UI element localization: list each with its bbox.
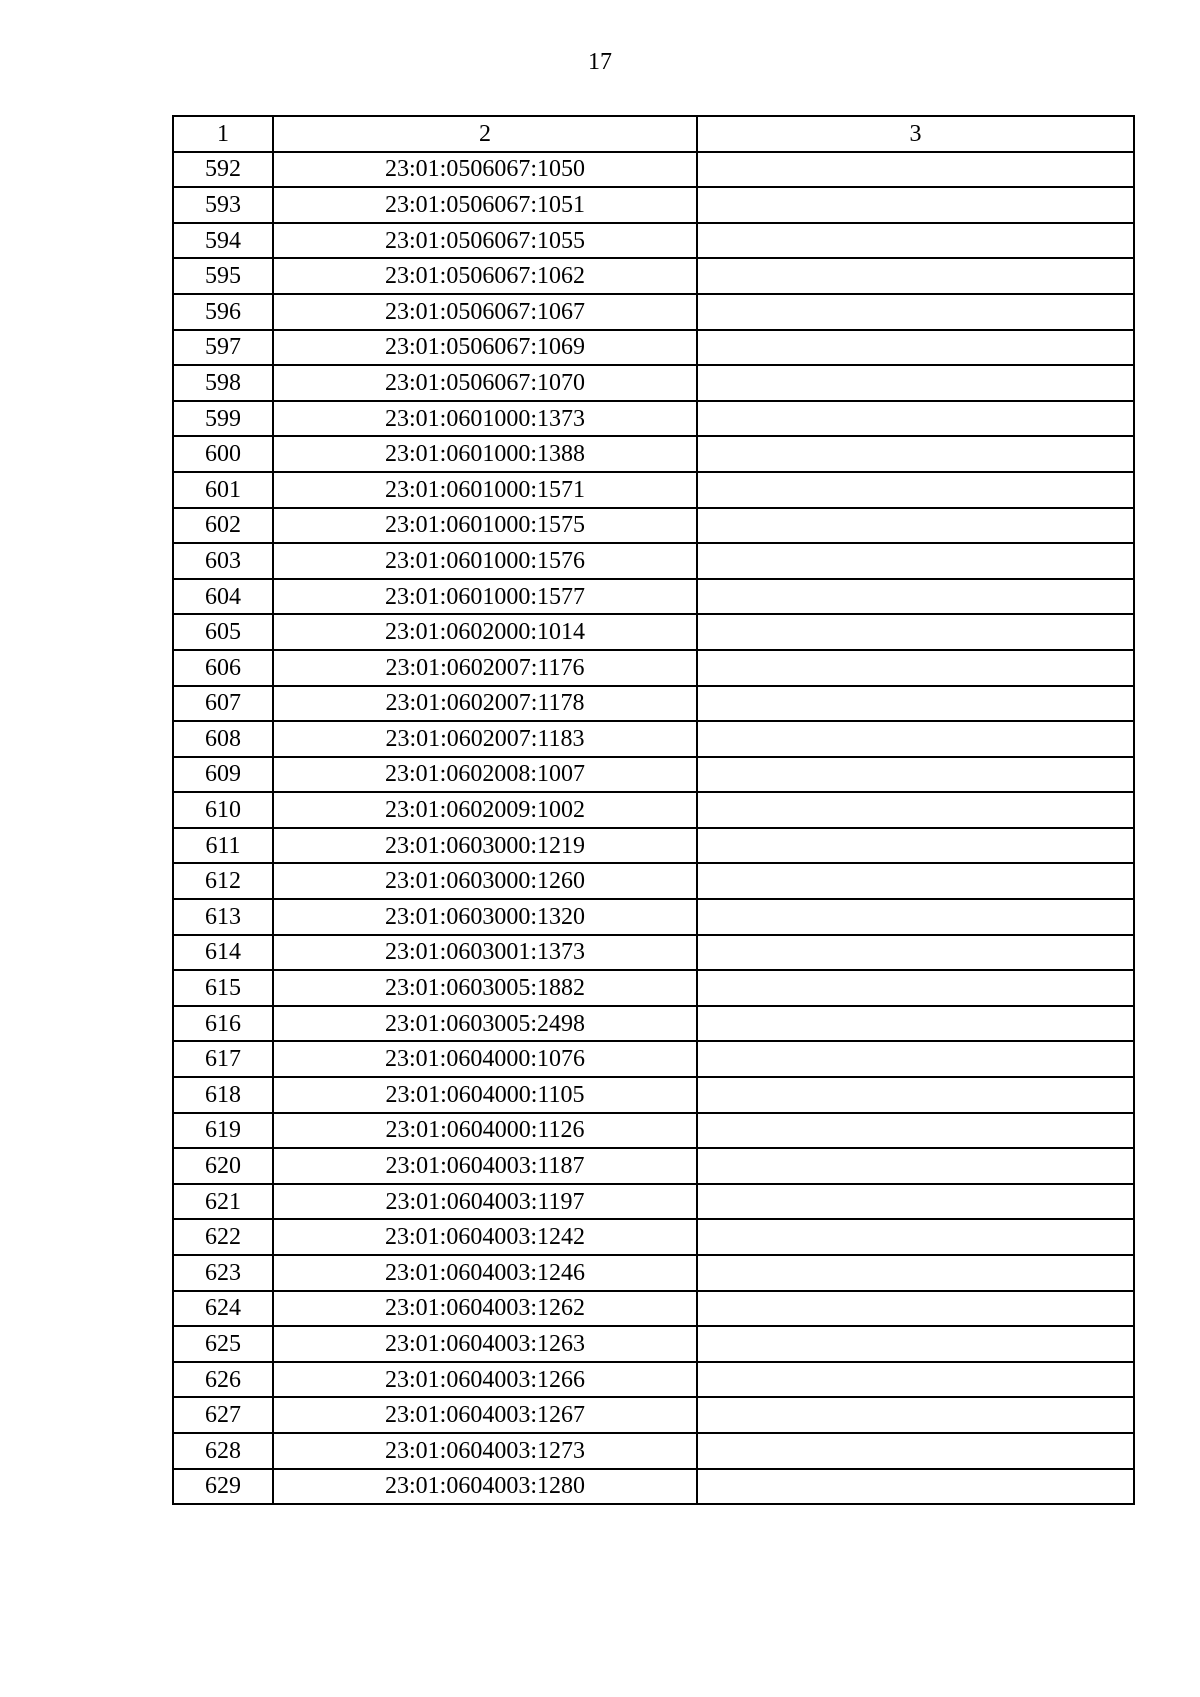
notes-cell [697,1219,1134,1255]
row-number-cell: 593 [173,187,273,223]
row-number-cell: 618 [173,1077,273,1113]
row-number-cell: 594 [173,223,273,259]
notes-cell [697,757,1134,793]
table-row [173,1113,1134,1149]
row-number-cell: 605 [173,614,273,650]
row-number-cell: 628 [173,1433,273,1469]
row-number-cell: 627 [173,1397,273,1433]
row-number-cell: 595 [173,258,273,294]
table-header [173,116,1134,152]
cadastral-number-cell: 23:01:0604003:1273 [273,1433,697,1469]
row-number-cell: 619 [173,1113,273,1149]
cadastral-number-cell: 23:01:0506067:1050 [273,152,697,188]
cadastral-number-cell: 23:01:0601000:1373 [273,401,697,437]
row-number-cell: 599 [173,401,273,437]
row-number-cell: 597 [173,330,273,366]
cadastral-number-cell: 23:01:0506067:1062 [273,258,697,294]
table-row [173,1397,1134,1433]
cadastral-number-cell: 23:01:0601000:1575 [273,508,697,544]
cadastral-number-cell: 23:01:0604000:1105 [273,1077,697,1113]
notes-cell [697,294,1134,330]
table-row [173,1077,1134,1113]
notes-cell [697,1255,1134,1291]
table-body [173,152,1134,1505]
cadastral-number-cell: 23:01:0602008:1007 [273,757,697,793]
cadastral-number-cell: 23:01:0603000:1219 [273,828,697,864]
row-number-cell: 616 [173,1006,273,1042]
cadastral-number-cell: 23:01:0602007:1176 [273,650,697,686]
table-row [173,935,1134,971]
notes-cell [697,401,1134,437]
cadastral-number-cell: 23:01:0506067:1067 [273,294,697,330]
row-number-cell: 625 [173,1326,273,1362]
notes-cell [697,1397,1134,1433]
row-number-cell: 596 [173,294,273,330]
cadastral-number-cell: 23:01:0604003:1262 [273,1291,697,1327]
cadastral-number-cell: 23:01:0604003:1267 [273,1397,697,1433]
table-row [173,258,1134,294]
table-row [173,970,1134,1006]
cadastral-number-cell: 23:01:0604000:1076 [273,1041,697,1077]
row-number-cell: 611 [173,828,273,864]
row-number-cell: 600 [173,436,273,472]
row-number-cell: 614 [173,935,273,971]
row-number-cell: 604 [173,579,273,615]
table-row [173,1219,1134,1255]
cadastral-number-cell: 23:01:0602000:1014 [273,614,697,650]
row-number-cell: 622 [173,1219,273,1255]
table-row [173,1433,1134,1469]
table-row [173,1291,1134,1327]
row-number-cell: 629 [173,1469,273,1505]
table-row [173,757,1134,793]
table-row [173,330,1134,366]
table-row [173,436,1134,472]
notes-cell [697,863,1134,899]
cadastral-number-cell: 23:01:0506067:1055 [273,223,697,259]
notes-cell [697,1362,1134,1398]
table-row [173,1006,1134,1042]
row-number-cell: 617 [173,1041,273,1077]
column-header-1: 1 [173,116,273,152]
row-number-cell: 601 [173,472,273,508]
cadastral-number-cell: 23:01:0602007:1183 [273,721,697,757]
cadastral-number-cell: 23:01:0602009:1002 [273,792,697,828]
table-row [173,294,1134,330]
notes-cell [697,543,1134,579]
notes-cell [697,1041,1134,1077]
notes-cell [697,1184,1134,1220]
notes-cell [697,1148,1134,1184]
notes-cell [697,686,1134,722]
notes-cell [697,330,1134,366]
notes-cell [697,187,1134,223]
table-row [173,472,1134,508]
notes-cell [697,223,1134,259]
row-number-cell: 615 [173,970,273,1006]
cadastral-number-cell: 23:01:0506067:1051 [273,187,697,223]
cadastral-number-cell: 23:01:0603001:1373 [273,935,697,971]
notes-cell [697,899,1134,935]
cadastral-number-cell: 23:01:0604003:1280 [273,1469,697,1505]
notes-cell [697,614,1134,650]
page-number: 17 [588,49,612,75]
notes-cell [697,828,1134,864]
cadastral-number-cell: 23:01:0604000:1126 [273,1113,697,1149]
notes-cell [697,721,1134,757]
notes-cell [697,1291,1134,1327]
notes-cell [697,935,1134,971]
table-row [173,543,1134,579]
row-number-cell: 621 [173,1184,273,1220]
row-number-cell: 610 [173,792,273,828]
column-header-2: 2 [273,116,697,152]
notes-cell [697,258,1134,294]
cadastral-number-cell: 23:01:0601000:1388 [273,436,697,472]
table-row [173,1184,1134,1220]
table-row [173,650,1134,686]
row-number-cell: 598 [173,365,273,401]
row-number-cell: 624 [173,1291,273,1327]
notes-cell [697,508,1134,544]
notes-cell [697,792,1134,828]
cadastral-number-cell: 23:01:0604003:1246 [273,1255,697,1291]
notes-cell [697,970,1134,1006]
row-number-cell: 592 [173,152,273,188]
table-row [173,863,1134,899]
row-number-cell: 602 [173,508,273,544]
row-number-cell: 620 [173,1148,273,1184]
table-row [173,223,1134,259]
table-row [173,686,1134,722]
table-row [173,721,1134,757]
table-row [173,828,1134,864]
cadastral-number-cell: 23:01:0506067:1070 [273,365,697,401]
notes-cell [697,1006,1134,1042]
cadastral-number-cell: 23:01:0601000:1571 [273,472,697,508]
table-row [173,187,1134,223]
row-number-cell: 613 [173,899,273,935]
cadastral-number-cell: 23:01:0604003:1242 [273,1219,697,1255]
row-number-cell: 626 [173,1362,273,1398]
notes-cell [697,650,1134,686]
cadastral-number-cell: 23:01:0603000:1320 [273,899,697,935]
notes-cell [697,1326,1134,1362]
column-header-3: 3 [697,116,1134,152]
table-row [173,152,1134,188]
notes-cell [697,1433,1134,1469]
cadastral-number-cell: 23:01:0601000:1577 [273,579,697,615]
notes-cell [697,436,1134,472]
cadastral-number-cell: 23:01:0601000:1576 [273,543,697,579]
row-number-cell: 607 [173,686,273,722]
table-row [173,508,1134,544]
cadastral-number-cell: 23:01:0604003:1187 [273,1148,697,1184]
cadastral-number-cell: 23:01:0506067:1069 [273,330,697,366]
notes-cell [697,1077,1134,1113]
notes-cell [697,152,1134,188]
table-row [173,792,1134,828]
notes-cell [697,365,1134,401]
row-number-cell: 603 [173,543,273,579]
table-row [173,1148,1134,1184]
row-number-cell: 606 [173,650,273,686]
cadastral-number-cell: 23:01:0602007:1178 [273,686,697,722]
notes-cell [697,579,1134,615]
notes-cell [697,1469,1134,1505]
header-row [173,116,1134,152]
row-number-cell: 609 [173,757,273,793]
table-row [173,1041,1134,1077]
table-row [173,1255,1134,1291]
table-row [173,365,1134,401]
table-row [173,401,1134,437]
row-number-cell: 612 [173,863,273,899]
row-number-cell: 608 [173,721,273,757]
table-row [173,614,1134,650]
cadastral-number-cell: 23:01:0604003:1266 [273,1362,697,1398]
row-number-cell: 623 [173,1255,273,1291]
cadastral-number-cell: 23:01:0604003:1197 [273,1184,697,1220]
table-row [173,1469,1134,1505]
notes-cell [697,1113,1134,1149]
cadastral-table [172,115,1135,1505]
table-row [173,1362,1134,1398]
cadastral-number-cell: 23:01:0603005:2498 [273,1006,697,1042]
cadastral-number-cell: 23:01:0603005:1882 [273,970,697,1006]
table-row [173,1326,1134,1362]
table-row [173,899,1134,935]
table-row [173,579,1134,615]
cadastral-number-cell: 23:01:0603000:1260 [273,863,697,899]
notes-cell [697,472,1134,508]
cadastral-number-cell: 23:01:0604003:1263 [273,1326,697,1362]
